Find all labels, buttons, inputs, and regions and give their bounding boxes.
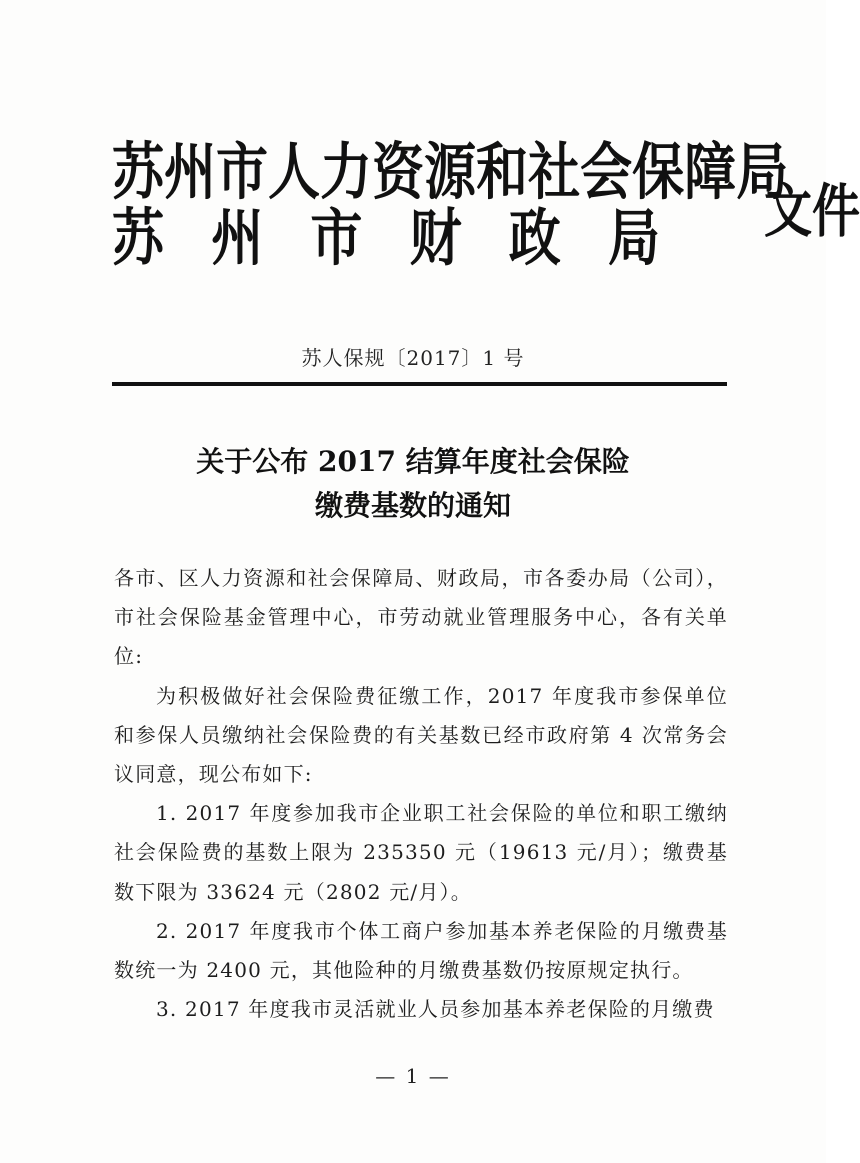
issuer-1-char: 会 [580,136,633,209]
issuer-1-char: 资 [372,136,425,209]
intro-paragraph: 为积极做好社会保险费征缴工作，2017 年度我市参保单位和参保人员缴纳社会保险费的有关基数已经市政府第 4 次常务会议同意，现公布如下: [114,683,728,787]
issuer-1-char: 障 [684,136,737,209]
item-2-paragraph: 2. 2017 年度我市个体工商户参加基本养老保险的月缴费基数统一为 2400 元，其他险种的月缴费基数仍按原规定执行。 [114,918,728,983]
page-number: — 1 — [375,1064,451,1088]
issuer-2-char: 财 [409,202,462,275]
issuer-1-char: 和 [476,136,529,209]
issuer-1-char: 局 [736,136,789,209]
issuer-2-char: 州 [211,202,264,275]
issuer-1-char: 人 [268,136,321,209]
issuer-2-char: 政 [508,202,561,275]
issuer-1-char: 源 [424,136,477,209]
issuer-1-char: 力 [320,136,373,209]
issuer-2-char: 苏 [112,202,165,275]
doc-type-label: 文件 [764,178,860,246]
header-divider [112,382,727,386]
issuer-1-char: 苏 [112,136,165,209]
item-1-paragraph: 1. 2017 年度参加我市企业职工社会保险的单位和职工缴纳社会保险费的基数上限为 235350 元（19613 元/月）；缴费基数下限为 33624 元（2802 元/月）。 [114,801,728,904]
issuer-2-char: 局 [607,202,660,275]
document-header [112,136,860,275]
issuer-2-char: 市 [310,202,363,275]
issuer-1-char: 市 [216,136,269,209]
document-title [0,440,826,528]
issuer-1-char: 保 [632,136,685,209]
document-body [114,559,728,1029]
document-number: 苏人保规〔2017〕1 号 [301,346,525,370]
issuer-line-1 [112,136,789,209]
issuer-line-2 [112,202,660,275]
issuer-1-char: 社 [528,136,581,209]
title-line-1: 关于公布 2017 结算年度社会保险 [196,445,630,478]
issuer-1-char: 州 [164,136,217,209]
addressee-paragraph: 各市、区人力资源和社会保障局、财政局，市各委办局（公司），市社会保险基金管理中心，市劳动就业管理服务中心，各有关单位: [114,566,728,669]
title-line-2: 缴费基数的通知 [314,489,511,522]
item-3-paragraph: 3. 2017 年度我市灵活就业人员参加基本养老保险的月缴费 [156,997,715,1022]
